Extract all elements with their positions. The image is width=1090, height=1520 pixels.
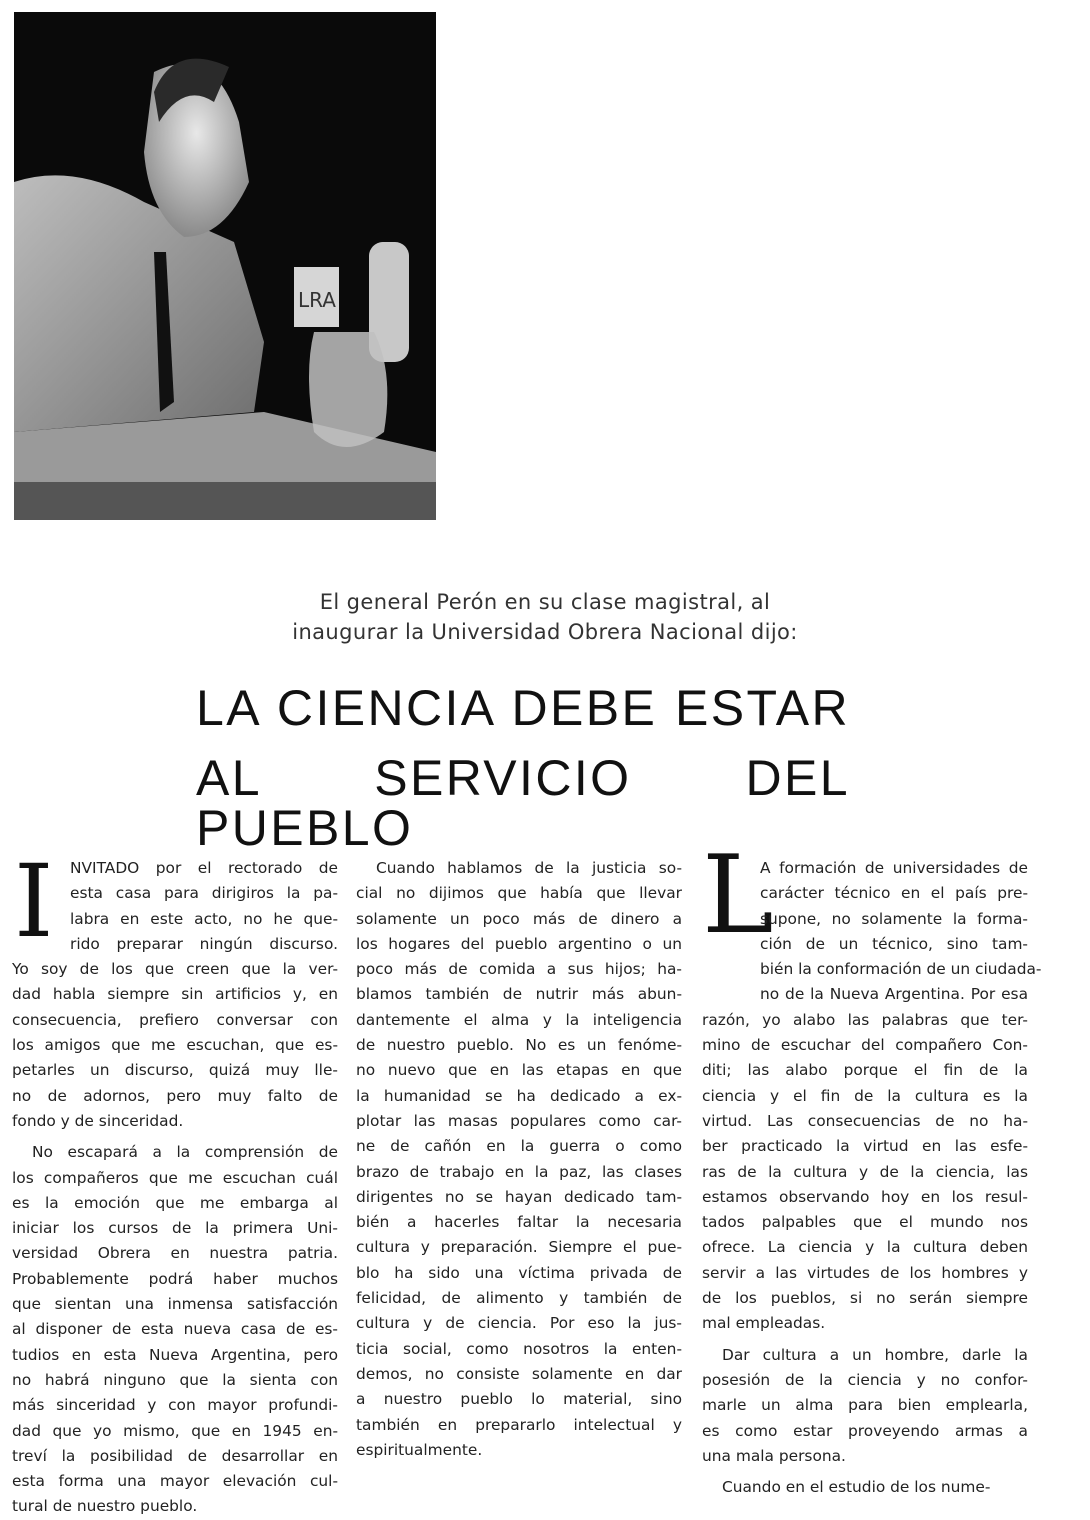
text-line: labra en este acto, no he que- (70, 909, 338, 928)
text-line: espiritualmente. (356, 1440, 483, 1459)
text-line: blamos también de nutrir más abun- (356, 985, 682, 1004)
drop-cap-i: I (14, 843, 54, 960)
text-line: poco más de comida a sus hijos; ha- (356, 960, 682, 979)
drop-cap-l: L (702, 833, 774, 958)
text-line: supone, no solamente la forma- (760, 909, 1028, 928)
text-line: petarles un discurso, quizá muy lle- (12, 1061, 338, 1080)
text-line: es la emoción que me embarga al (12, 1193, 338, 1212)
text-line: diti; las alabo porque el fin de la (702, 1061, 1028, 1080)
text-line: los compañeros que me escuchan cuál (12, 1168, 338, 1187)
text-line: solamente un poco más de dinero a (356, 909, 682, 928)
text-line: los hogares del pueblo argentino o un (356, 934, 682, 953)
text-line: fondo y de sinceridad. (12, 1111, 184, 1130)
text-line: cial no dijimos que había que llevar (356, 884, 682, 903)
microphone-sign: LRA (298, 288, 336, 312)
text-line: dad que yo mismo, que en 1945 en- (12, 1421, 338, 1440)
text-line: Dar cultura a un hombre, darle la (722, 1345, 1028, 1364)
subtitle-line-2: inaugurar la Universidad Obrera Nacional dijo: (292, 620, 798, 644)
text-line: más sinceridad y con mayor profundi- (12, 1396, 338, 1415)
text-line: consecuencia, prefiero conversar con (12, 1010, 338, 1029)
text-line: estamos observando hoy en los resul- (702, 1187, 1028, 1206)
text-line: al disponer de esta nueva casa de es- (12, 1320, 338, 1339)
text-line: ciencia y el fin de la cultura es la (702, 1086, 1028, 1105)
text-line: ción de un técnico, sino tam- (760, 934, 1028, 953)
text-line: la humanidad se ha dedicado a ex- (356, 1086, 682, 1105)
text-line: posesión de la ciencia y no confor- (702, 1370, 1028, 1389)
text-line: dantemente el alma y la inteligencia (356, 1010, 682, 1029)
text-line: de los pueblos, si no serán siempre (702, 1289, 1028, 1308)
text-line: los amigos que me escuchan, que es- (12, 1036, 338, 1055)
text-line: treví la posibilidad de desarrollar en (12, 1446, 338, 1465)
text-line: Yo soy de los que creen que la ver- (12, 960, 338, 979)
text-line: rido preparar ningún discurso. (70, 934, 338, 953)
text-line: mal empleadas. (702, 1314, 826, 1333)
text-line: virtud. Las consecuencias de no ha- (702, 1111, 1028, 1130)
text-line: versidad Obrera en nuestra patria. (12, 1244, 338, 1263)
text-line: que sientan una inmensa satisfacción (12, 1295, 338, 1314)
text-line: cultura y de ciencia. Por eso la jus- (356, 1314, 682, 1333)
text-line: A formación de universidades de (760, 859, 1028, 877)
text-line: Cuando en el estudio de los nume- (722, 1478, 991, 1497)
text-line: no de la Nueva Argentina. Por esa (760, 985, 1028, 1004)
text-line: marle un alma para bien emplearla, (702, 1396, 1028, 1415)
text-line: dirigentes no se hayan dedicado tam- (356, 1187, 682, 1206)
text-line: bién la conformación de un ciudada- (760, 960, 1042, 979)
text-line: felicidad, de alimento y también de (356, 1289, 682, 1308)
photo-speaker-at-microphone (14, 12, 436, 520)
column-2 (356, 856, 682, 1463)
text-line: blo ha sido una víctima privada de (356, 1263, 682, 1282)
text-line: Probablemente podrá haber muchos (12, 1269, 338, 1288)
text-line: dad habla siempre sin artificios y, en (12, 985, 338, 1004)
text-line: demos, no consiste solamente en dar (356, 1364, 682, 1383)
text-line: ne de cañón en la guerra o como (356, 1137, 682, 1156)
text-line: una mala persona. (702, 1446, 846, 1465)
text-line: ber practicado la virtud en las esfe- (702, 1137, 1028, 1156)
text-line: iniciar los cursos de la primera Uni- (12, 1219, 338, 1238)
text-line: No escapará a la comprensión de (32, 1143, 338, 1162)
headline-line-2: AL SERVICIO DEL PUEBLO (196, 750, 850, 856)
text-line: a nuestro pueblo lo material, sino (356, 1390, 682, 1409)
text-line: bién a hacerles faltar la necesaria (356, 1213, 682, 1232)
headline-line-1: LA CIENCIA DEBE ESTAR (196, 680, 850, 736)
text-line: tados palpables que el mundo nos (702, 1213, 1028, 1232)
column-1 (12, 856, 338, 1520)
text-line: razón, yo alabo las palabras que ter- (702, 1010, 1028, 1029)
text-line: NVITADO por el rectorado de (70, 859, 338, 877)
text-line: servir a las virtudes de los hombres y (702, 1263, 1028, 1282)
column-3 (702, 856, 1042, 1500)
text-line: tudios en esta Nueva Argentina, pero (12, 1345, 338, 1364)
text-line: Cuando hablamos de la justicia so- (376, 859, 682, 877)
text-line: ofrece. La ciencia y la cultura deben (702, 1238, 1028, 1257)
text-line: es como estar proveyendo armas a (702, 1421, 1028, 1440)
text-line: cultura y preparación. Siempre el pue- (356, 1238, 682, 1257)
text-line: también en prepararlo intelectual y (356, 1415, 682, 1434)
text-line: ras de la cultura y de la ciencia, las (702, 1162, 1028, 1181)
text-line: esta forma una mayor elevación cul- (12, 1472, 338, 1491)
text-line: ticia social, como nosotros la enten- (356, 1339, 682, 1358)
text-line: esta casa para dirigiros la pa- (70, 884, 338, 903)
text-line: no de adornos, pero muy falto de (12, 1086, 338, 1105)
text-line: de nuestro pueblo. No es un fenóme- (356, 1036, 682, 1055)
text-line: mino de escuchar del compañero Con- (702, 1036, 1028, 1055)
text-line: no habrá ninguno que la sienta con (12, 1370, 338, 1389)
text-line: no nuevo que en las etapas en que (356, 1061, 682, 1080)
subtitle-line-1: El general Perón en su clase magistral, al (319, 590, 771, 614)
text-line: plotar las masas populares como car- (356, 1111, 682, 1130)
text-line: carácter técnico en el país pre- (760, 884, 1028, 903)
text-line: brazo de trabajo en la paz, las clases (356, 1162, 682, 1181)
text-line: tural de nuestro pueblo. (12, 1497, 198, 1516)
